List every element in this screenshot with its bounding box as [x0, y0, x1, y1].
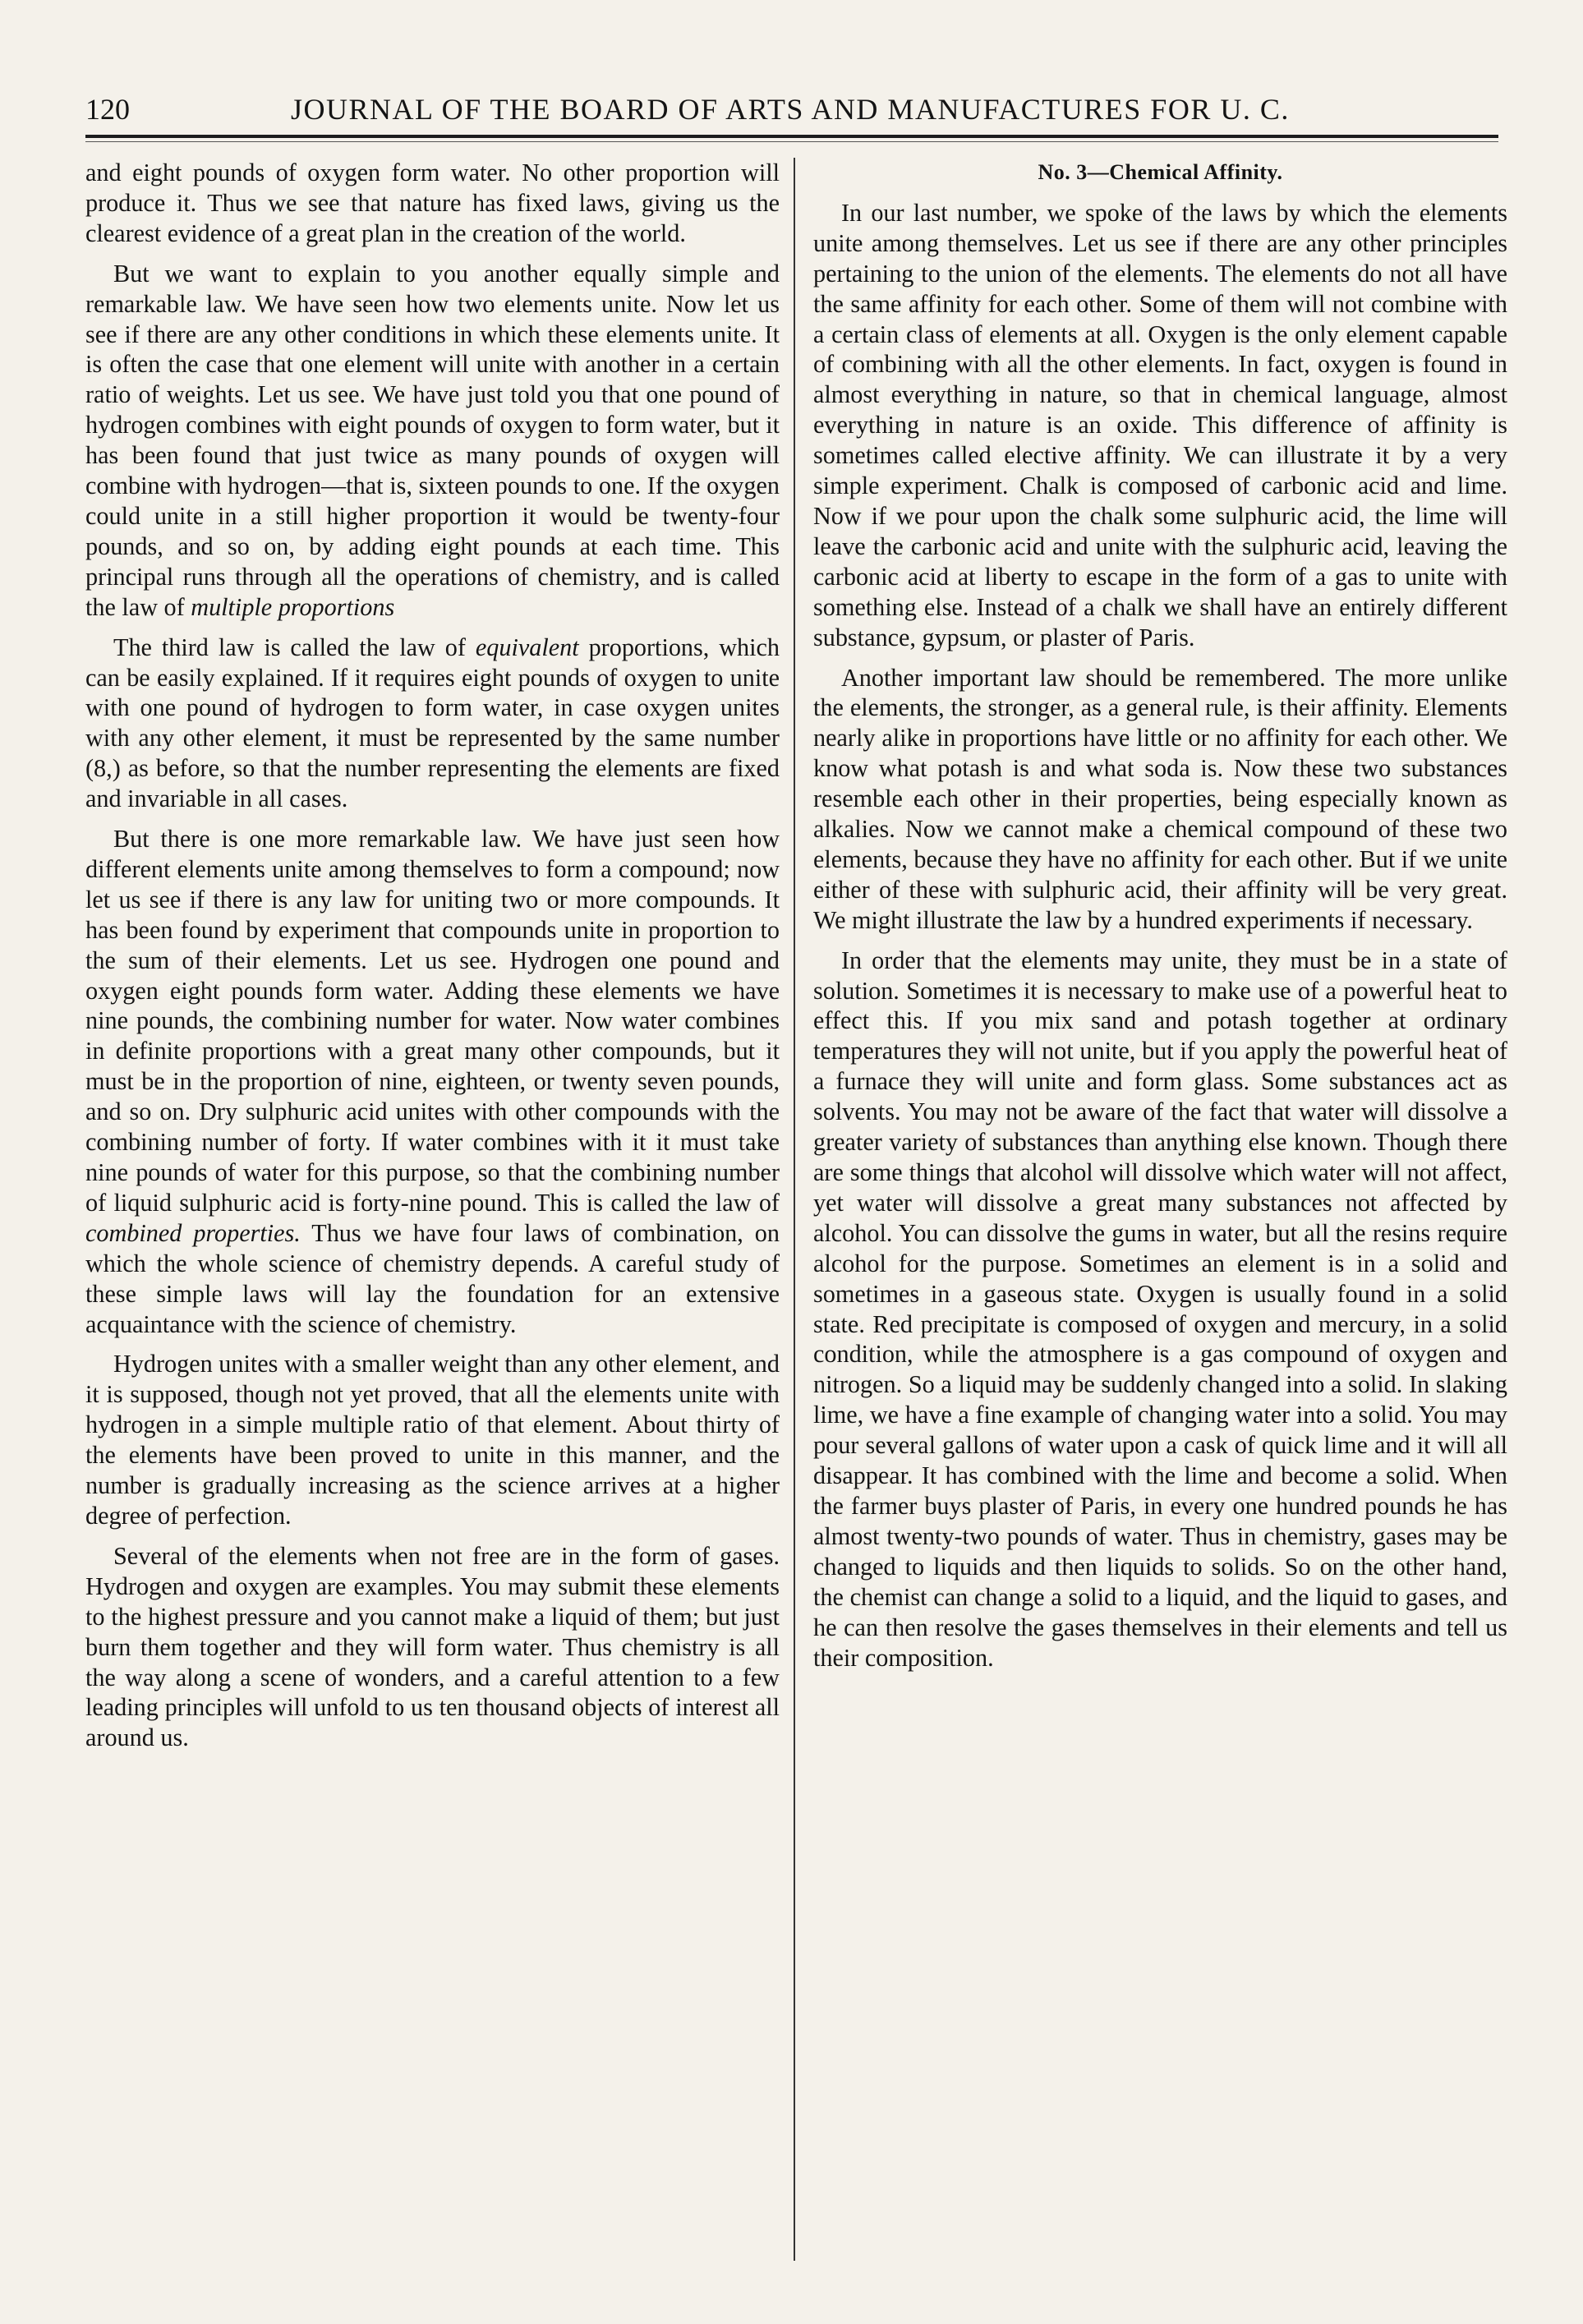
- paragraph: In order that the elements may unite, they must be in a state of solution. Sometimes it is necessary to make use of a powerful heat to effect this. If you mix sand and potash together at ordinary temperatures they will not unite, but if you apply the powerful heat of a furnace they will unite and form glass. Some substances act as solvents. You may not be aware of the fact that water will dissolve a greater variety of substances than anything else known. Though there are some things that alcohol will dissolve which water will not affect, yet water will dissolve a great many substances not affected by alcohol. You can dissolve the gums in water, but all the resins require alcohol for the purpose. Sometimes an element is in a solid and sometimes in a gaseous state. Oxygen is usually found in a solid state. Red precipitate is composed of oxygen and mercury, in a solid condition, while the atmosphere is a gas compound of oxygen and nitrogen. So a liquid may be suddenly changed into a solid. In slaking lime, we have a fine example of changing water into a solid. You may pour several gallons of water upon a cask of quick lime and it will all disappear. It has combined with the lime and become a solid. When the farmer buys plaster of Paris, in every one hundred pounds he has almost twenty-two pounds of water. Thus in chemistry, gases may be changed to liquids and then liquids to solids. So on the other hand, the chemist can change a solid to a liquid, and the liquid to gases, and he can then resolve the gases themselves in their elements and tell us their composition.: [813, 946, 1507, 1672]
- emphasis: equivalent: [475, 633, 579, 661]
- paragraph: But we want to explain to you another equally simple and remarkable law. We have seen how two elements unite. Now let us see if there are any other conditions in which these elements unite. It is often the case that one element will unite with another in a certain ratio of weights. Let us see. We have just told you that one pound of hydrogen combines with eight pounds of oxygen to form water, but it has been found that just twice as many pounds of oxygen will combine with hydrogen—that is, sixteen pounds to one. If the oxygen could unite in a still higher proportion it would be twenty-four pounds, and so on, by adding eight pounds at each time. This principal runs through all the operations of chemistry, and is called the law of multiple proportions: [85, 259, 780, 621]
- emphasis: combined properties.: [85, 1218, 301, 1247]
- column-divider: [794, 158, 795, 2261]
- emphasis: multiple proportions: [191, 592, 395, 621]
- page-header: [85, 92, 1498, 133]
- paragraph: Another important law should be remembered. The more unlike the elements, the stronger, as a general rule, is their affinity. Elements nearly alike in proportions have little or no affinity for each other. We know what potash is and what soda is. Now these two substances resemble each other in their properties, being especially known as alkalies. Now we cannot make a chemical compound of these two elements, because they have no affinity for each other. But if we unite either of these with sulphuric acid, their affinity will be very great. We might illustrate the law by a hundred experiments if necessary.: [813, 663, 1507, 934]
- right-column: [813, 158, 1507, 2277]
- header-rule: [85, 135, 1498, 138]
- paragraph: Hydrogen unites with a smaller weight than any other element, and it is supposed, though not yet proved, that all the elements unite with hydrogen in a simple multiple ratio of that element. About thirty of the elements have been proved to unite in this manner, and the number is gradually increasing as the science arrives at a higher degree of perfection.: [85, 1350, 780, 1530]
- section-heading: No. 3—Chemical Affinity.: [1038, 160, 1283, 184]
- left-column: [85, 158, 780, 2277]
- paragraph: The third law is called the law of equivalent proportions, which can be easily explained. If it requires eight pounds of oxygen to unite with one pound of hydrogen to form water, in case oxygen unites with any other element, it must be represented by the same number (8,) as before, so that the number representing the elements are fixed and invariable in all cases.: [85, 633, 780, 813]
- paragraph: and eight pounds of oxygen form water. No other proportion will produce it. Thus we see that nature has fixed laws, giving us the clearest evidence of a great plan in the creation of the world.: [85, 159, 780, 247]
- paragraph: In our last number, we spoke of the laws by which the elements unite among themselves. Let us see if there are any other principles pertaining to the union of the elements. The elements do not all have the same affinity for each other. Some of them will not combine with a certain class of elements at all. Oxygen is the only element capable of combining with all the other elements. In fact, oxygen is found in almost everything in nature, so that in chemical language, almost everything in nature is an oxide. This difference of affinity is sometimes called elective affinity. We can illustrate it by a very simple experiment. Chalk is composed of carbonic acid and lime. Now if we pour upon the chalk some sulphuric acid, the lime will leave the carbonic acid and unite with the sulphuric acid, leaving the carbonic acid at liberty to escape in the form of a gas to unite with something else. Instead of a chalk we shall have an entirely different substance, gypsum, or plaster of Paris.: [813, 198, 1507, 651]
- paragraph: Several of the elements when not free are in the form of gases. Hydrogen and oxygen are examples. You may submit these elements to the highest pressure and you cannot make a liquid of them; but just burn them together and they will form water. Thus chemistry is all the way along a scene of wonders, and a careful attention to a few leading principles will unfold to us ten thousand objects of interest all around us.: [85, 1541, 780, 1752]
- page-number: 120: [85, 93, 130, 126]
- paragraph: But there is one more remarkable law. We have just seen how different elements unite among themselves to form a compound; now let us see if there is any law for uniting two or more compounds. It has been found by experiment that compounds unite in proportion to the sum of their elements. Let us see. Hydrogen one pound and oxygen eight pounds form water. Adding these elements we have nine pounds, the combining number for water. Now water combines in definite proportions with a great many other compounds, but it must be in the proportion of nine, eighteen, or twenty seven pounds, and so on. Dry sulphuric acid unites with other compounds with the combining number of forty. If water combines with it it must take nine pounds of water for this purpose, so that the combining number of liquid sulphuric acid is forty-nine pound. This is called the law of combined properties. Thus we have four laws of combination, on which the whole science of chemistry depends. A careful study of these simple laws will lay the foundation for an extensive acquaintance with the science of chemistry.: [85, 825, 780, 1338]
- header-rule-thin: [85, 141, 1498, 142]
- journal-title: JOURNAL OF THE BOARD OF ARTS AND MANUFACTURES FOR U. C.: [291, 93, 1290, 126]
